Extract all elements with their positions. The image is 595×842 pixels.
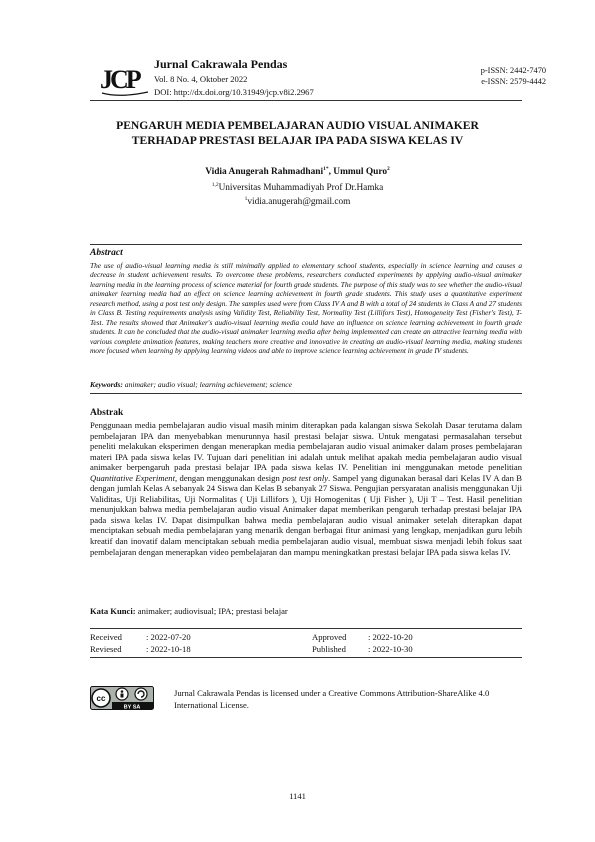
abstract-id-part-3: . Sampel yang digunakan berasal dari Kelas IV A dan B dengan jumlah Kelas A sebanyak 24 Siswa dan Kelas B sebanyak 27 Siswa. Pengujian persyaratan analisis menggunakan Uji Validitas, Uji Reliabilitas, Uji Normalitas ( Uji Lillifors ), Uji Homogenitas ( Uji Fisher ), Uji T – Test. Hasil penelitian menunjukkan bahwa media pembelajaran audio visual Animaker dapat memberikan pengaruh terhadap prestasi belajar IPA pada siswa kelas IV. Dapat disimpulkan bahwa media pembelajaran audio visual animaker setelah diterapkan dapat menciptakan sebuah media pembelajaran yang menarik dengan berbagai fitur animasi yang lengkap, menjadikan guru lebih kreatif dan inovatif dalam menciptakan sebuah media pembelajaran audio visual, membuat siswa menjadi lebih fokus saat pembelajaran dengan menerapkan video pembelajaran dan mampu meningkatkan prestasi belajar IPA pada siswa kelas IV. <box>90 472 523 557</box>
approved-date: : 2022-10-20 <box>368 632 413 642</box>
title-line-2: TERHADAP PRESTASI BELAJAR IPA PADA SISWA KELAS IV <box>131 134 464 147</box>
keywords-en-label: Keywords: <box>90 380 123 389</box>
abstract-id-heading: Abstrak <box>90 408 124 418</box>
author-1: Vidia Anugerah Rahmadhani <box>205 167 324 177</box>
published-date: : 2022-10-30 <box>368 644 413 654</box>
revised-label: Reviesed <box>90 644 122 654</box>
svg-text:cc: cc <box>96 694 106 703</box>
title-line-1: PENGARUH MEDIA PEMBELAJARAN AUDIO VISUAL ANIMAKER <box>116 119 479 132</box>
dates-table <box>90 631 413 655</box>
dates-row-2 <box>90 643 413 655</box>
header-rule <box>90 100 522 101</box>
p-issn: p-ISSN: 2442-7470 <box>480 66 546 75</box>
author-1-sup: 1* <box>323 165 329 172</box>
volume-info: Vol. 8 No. 4, Oktober 2022 <box>154 74 248 84</box>
abstract-en-text: The use of audio-visual learning media is still minimally applied to elementary school students, especially in science learning and causes a decrease in student achievement results. To overcome these problems, researchers conducted experiments by applying audio-visual animaker learning media in the learning process of science material for fourth grade students. The purpose of this study was to see whether the audio-visual animaker learning media had an effect on science learning achievement in fourth grade students. This study uses a quantitative experiment research method, using a post test only design. The samples used were from Class IV A and B with a total of 24 students in Class A and 27 students in Class B. Testing requirements analysis using Validity Test, Reliability Test, Normality Test (Lillifors Test), Homogeneity Test (Fisher's Test), T-Test. The results showed that Animaker's audio-visual learning media could have an influence on science learning achievement in fourth grade students. It can be concluded that the audio-visual animaker learning media after being implemented can create an attractive learning media with various complete animation features, making teachers more creative and innovative in creating an audio-visual learning media, making students more focused when learning by applying learning videos and able to improve science learning achievement in grade IV students. <box>90 261 522 356</box>
dates-bottom-rule <box>90 657 522 658</box>
author-list <box>60 167 535 177</box>
published-label: Published <box>312 644 346 654</box>
keywords-en-values: animaker; audio visual; learning achievement; science <box>122 380 293 389</box>
email-text: vidia.anugerah@gmail.com <box>247 197 351 207</box>
email-sup: 1 <box>244 195 248 202</box>
paper-title <box>60 118 535 148</box>
keywords-id-values: animaker; audiovisual; IPA; prestasi belajar <box>135 606 288 616</box>
author-2-sup: 2 <box>387 165 390 172</box>
abstract-id-part-1: Penggunaan media pembelajaran audio visual masih minim diterapkan pada kalangan siswa Sekolah Dasar terutama dalam pembelajaran IPA dan menyebabkan menurunnya hasil prestasi belajar siswa. Untuk mengatasi permasalahan tersebut peneliti melakukan eksperimen dengan menerapkan media pembelajaran audio visual animaker dalam proses pembelajaran materi IPA pada siswa kelas IV. Tujuan dari penelitian ini adalah untuk melihat apakah media pembelajaran audio visual animaker berpengaruh pada prestasi belajar IPA pada siswa kelas IV. Penelitian ini menggunakan metode penelitian <box>90 420 522 473</box>
keywords-id-label: Kata Kunci: <box>90 606 136 616</box>
keywords-en <box>90 380 522 389</box>
revised-date: : 2022-10-18 <box>146 644 191 654</box>
author-separator: , <box>328 167 334 177</box>
abstract-top-rule <box>90 244 522 245</box>
dates-top-rule <box>90 628 522 629</box>
affiliation-sup: 1,2 <box>211 181 219 188</box>
received-date: : 2022-07-20 <box>146 632 191 642</box>
abstract-en-heading: Abstract <box>90 248 123 258</box>
journal-name: Jurnal Cakrawala Pendas <box>154 57 288 71</box>
cc-by-sa-badge[interactable] <box>90 686 154 710</box>
abstract-id-italic-1: Quantitative Experiment <box>90 472 175 483</box>
logo-text: JCP <box>100 65 139 94</box>
journal-logo <box>100 60 158 98</box>
license-text: Jurnal Cakrawala Pendas is licensed under a Creative Commons Attribution-ShareAlike 4.0 International License. <box>174 688 490 710</box>
abstract-mid-rule <box>90 393 522 394</box>
affiliation-text: Universitas Muhammadiyah Prof Dr.Hamka <box>218 183 384 193</box>
abstract-id-text <box>90 420 522 557</box>
approved-label: Approved <box>312 632 347 642</box>
affiliation <box>60 183 535 193</box>
cc-badge-text: BY SA <box>123 704 141 710</box>
dates-row-1 <box>90 631 413 643</box>
doi-link[interactable]: DOI: http://dx.doi.org/10.31949/jcp.v8i2.2967 <box>154 87 314 97</box>
page-number: 1141 <box>289 791 306 801</box>
received-label: Received <box>90 632 122 642</box>
author-2: Ummul Quro <box>333 167 388 177</box>
author-email[interactable] <box>60 197 535 207</box>
sa-icon <box>135 688 147 700</box>
abstract-id-italic-2: post test only <box>282 472 329 483</box>
e-issn: e-ISSN: 2579-4442 <box>481 77 546 86</box>
abstract-id-part-2: , dengan menggunakan design <box>174 472 283 483</box>
keywords-id <box>90 606 522 616</box>
